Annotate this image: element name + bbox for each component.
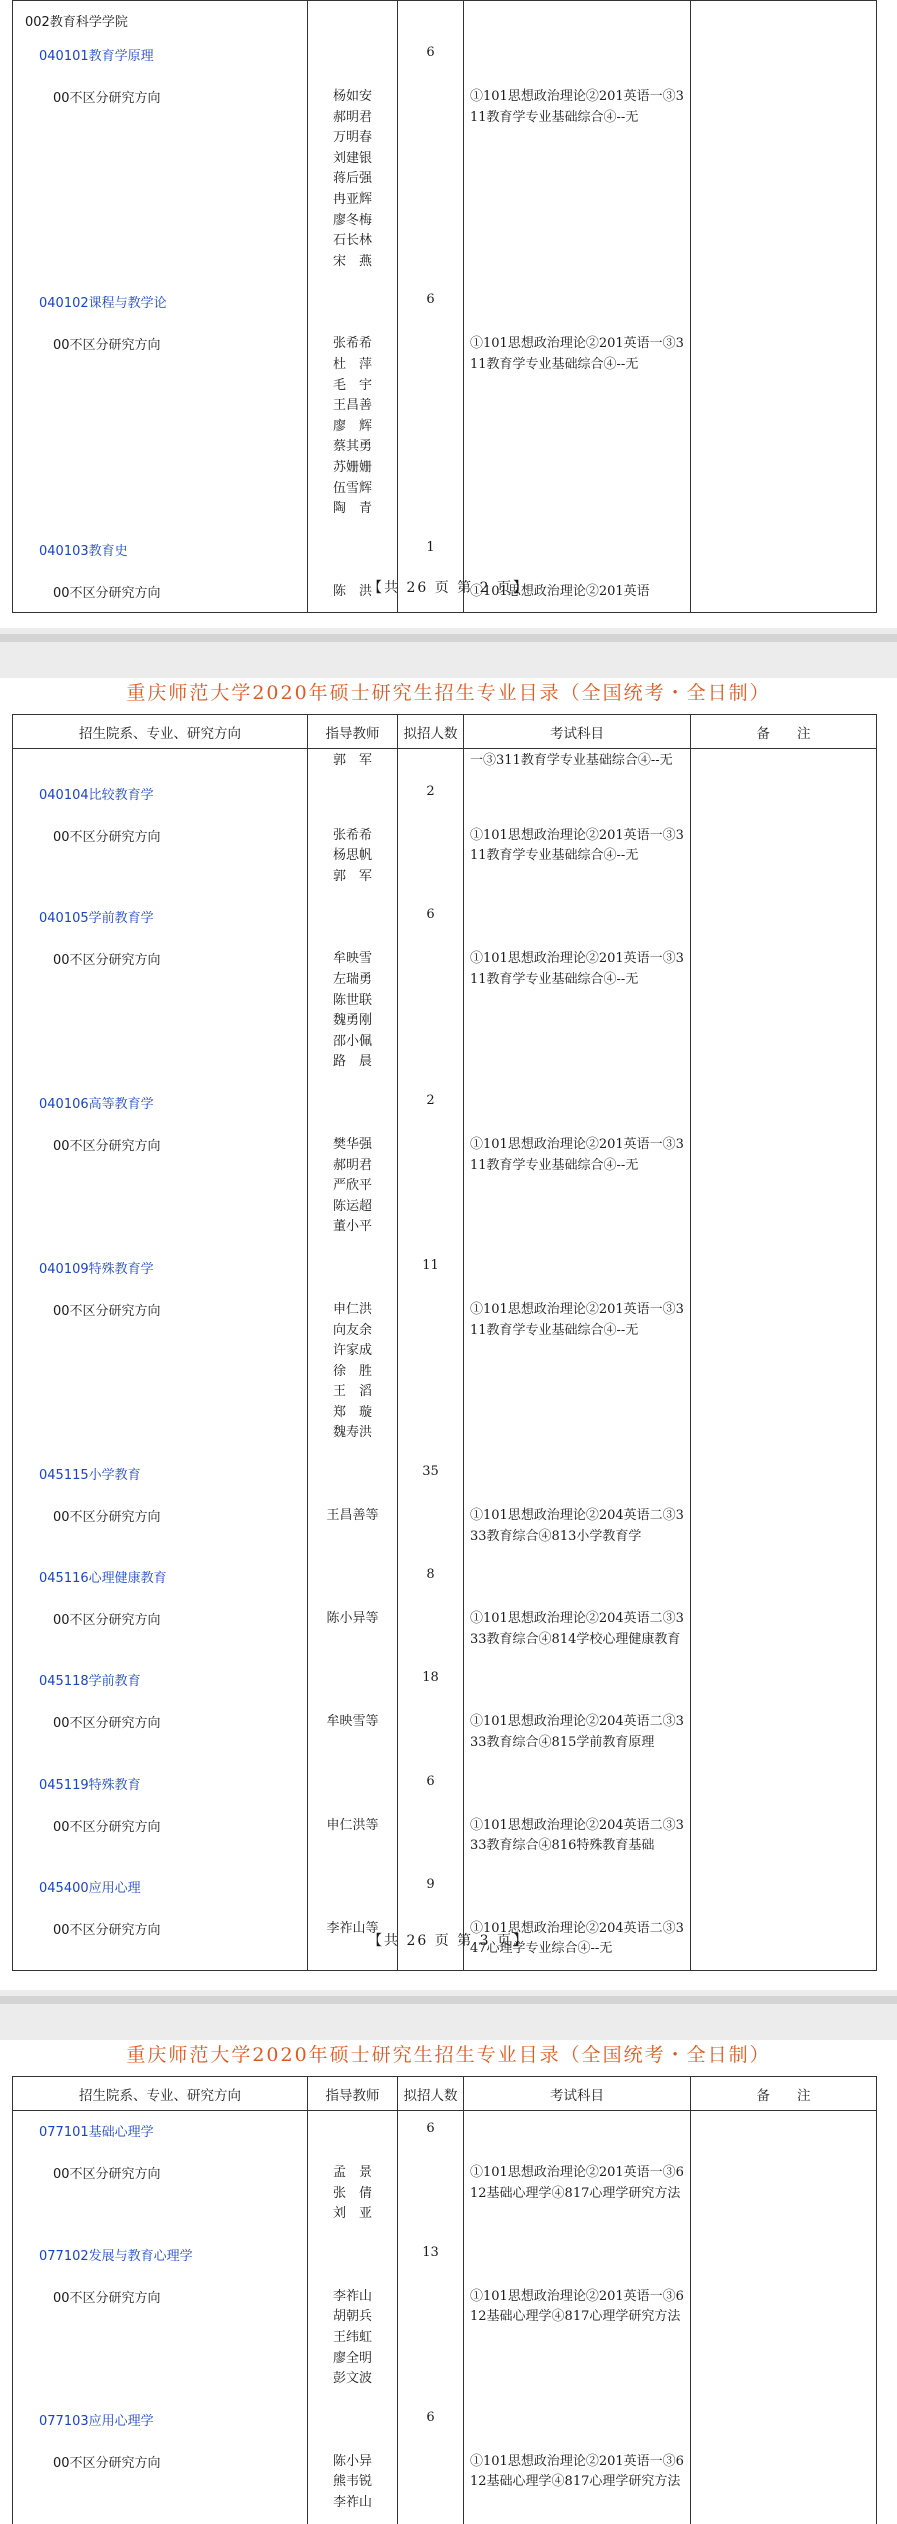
advisor-name: 王 滔 <box>332 1384 372 1400</box>
advisor-name: 樊华强 <box>332 1136 372 1152</box>
advisor-name: 石长林 <box>332 233 372 249</box>
direction-row <box>13 1806 877 1867</box>
research-direction: 00不区分研究方向 <box>13 1290 308 1454</box>
header-quota: 拟招人数 <box>398 2077 464 2111</box>
advisor-name: 邵小佩 <box>332 1033 372 1049</box>
major-row <box>13 2111 877 2154</box>
advisor-name: 王纬虹 <box>332 2329 372 2345</box>
advisor-list <box>308 1702 398 1763</box>
major-row <box>13 2400 877 2442</box>
quota-value: 6 <box>398 2400 464 2442</box>
header-quota: 拟招人数 <box>398 715 464 749</box>
advisor-name: 陈小异等 <box>326 1611 379 1627</box>
direction-row <box>13 816 877 898</box>
research-direction: 00不区分研究方向 <box>13 324 308 529</box>
header-department: 招生院系、专业、研究方向 <box>13 2077 308 2111</box>
quota-value: 6 <box>398 897 464 939</box>
advisor-name: 陈世联 <box>332 992 372 1008</box>
research-direction: 00不区分研究方向 <box>13 1702 308 1763</box>
quota-value: 18 <box>398 1660 464 1702</box>
quota-value: 1 <box>398 530 464 572</box>
advisor-name: 伍雪辉 <box>332 480 372 496</box>
research-direction: 00不区分研究方向 <box>13 2442 308 2524</box>
advisor-name: 郭 军 <box>332 868 372 884</box>
page-title: 重庆师范大学2020年硕士研究生招生专业目录（全国统考・全日制） <box>126 2044 771 2066</box>
major-row <box>13 1454 877 1496</box>
advisor-name: 胡朝兵 <box>332 2309 372 2325</box>
advisor-name: 路 晨 <box>332 1054 372 1070</box>
exam-subjects: ①101思想政治理论②201英语一③612基础心理学④817心理学研究方法 <box>464 2153 691 2235</box>
research-direction: 00不区分研究方向 <box>13 2153 308 2235</box>
quota-value: 8 <box>398 1557 464 1599</box>
advisor-name: 李祚山 <box>332 2494 372 2510</box>
exam-subjects: ①101思想政治理论②201英语一③311教育学专业基础综合④--无 <box>464 1125 691 1248</box>
major-row <box>13 1248 877 1290</box>
advisor-name: 张希希 <box>332 336 372 352</box>
direction-row <box>13 324 877 529</box>
exam-subjects: ①101思想政治理论②201英语一③311教育学专业基础综合④--无 <box>464 324 691 529</box>
quota-value: 13 <box>398 2235 464 2277</box>
direction-row <box>13 1496 877 1557</box>
header-advisors: 指导教师 <box>308 2077 398 2111</box>
major-link[interactable]: 045116心理健康教育 <box>13 1557 308 1599</box>
direction-row <box>13 2153 877 2235</box>
advisor-list <box>308 749 398 774</box>
major-link[interactable]: 077101基础心理学 <box>13 2111 308 2154</box>
advisor-name: 毛 宇 <box>332 377 372 393</box>
advisor-name: 宋 燕 <box>332 253 372 269</box>
advisor-name: 张希希 <box>332 827 372 843</box>
exam-subjects: ①101思想政治理论②201英语一③612基础心理学④817心理学研究方法 <box>464 2442 691 2524</box>
advisor-name: 刘建银 <box>332 150 372 166</box>
page-2 <box>0 0 897 630</box>
advisor-name: 严欣平 <box>332 1178 372 1194</box>
advisor-name: 许家成 <box>332 1343 372 1359</box>
advisor-name: 魏寿洪 <box>332 1425 372 1441</box>
advisor-name: 郭 军 <box>332 753 372 768</box>
research-direction: 00不区分研究方向 <box>13 1806 308 1867</box>
major-link[interactable]: 040103教育史 <box>13 530 308 572</box>
direction-row <box>13 1125 877 1248</box>
exam-subjects: ①101思想政治理论②204英语二③333教育综合④816特殊教育基础 <box>464 1806 691 1867</box>
page-3 <box>0 678 897 1990</box>
major-link[interactable]: 040101教育学原理 <box>13 35 308 77</box>
advisor-name: 廖全明 <box>332 2350 372 2366</box>
header-department: 招生院系、专业、研究方向 <box>13 715 308 749</box>
program-table-page-3 <box>12 714 877 1971</box>
advisor-name: 冉亚辉 <box>332 191 372 207</box>
advisor-name: 董小平 <box>332 1219 372 1235</box>
research-direction: 00不区分研究方向 <box>13 1125 308 1248</box>
header-remarks: 备 注 <box>691 2077 877 2111</box>
advisor-name: 申仁洪等 <box>326 1817 379 1833</box>
advisor-name: 刘 亚 <box>332 2206 372 2222</box>
advisor-name: 牟映雪 <box>332 951 372 967</box>
major-link[interactable]: 040104比较教育学 <box>13 774 308 816</box>
advisor-list <box>308 2442 398 2524</box>
exam-subjects: 一③311教育学专业基础综合④--无 <box>464 749 691 774</box>
research-direction: 00不区分研究方向 <box>13 939 308 1083</box>
advisor-name: 蔡其勇 <box>332 439 372 455</box>
header-exam-subjects: 考试科目 <box>464 715 691 749</box>
header-remarks: 备 注 <box>691 715 877 749</box>
exam-subjects: ①101思想政治理论②201英语一③311教育学专业基础综合④--无 <box>464 816 691 898</box>
advisor-name: 左瑞勇 <box>332 971 372 987</box>
advisor-name: 牟映雪等 <box>326 1714 379 1730</box>
advisor-name: 徐 胜 <box>332 1363 372 1379</box>
major-row <box>13 1557 877 1599</box>
page-footer: 【共 26 页 第 3 页】 <box>368 1933 529 1949</box>
advisor-name: 廖 辉 <box>332 418 372 434</box>
major-link[interactable]: 045115小学教育 <box>13 1454 308 1496</box>
advisor-name: 陈小异 <box>332 2453 372 2469</box>
major-row <box>13 282 877 324</box>
college-name: 002教育科学学院 <box>13 1 308 36</box>
major-link[interactable]: 045400应用心理 <box>13 1867 308 1909</box>
advisor-list <box>308 1496 398 1557</box>
exam-subjects: ①101思想政治理论②204英语二③347心理学专业综合④--无 <box>464 1909 691 1971</box>
quota-value: 6 <box>398 2111 464 2154</box>
advisor-name: 李祚山等 <box>326 1920 379 1936</box>
major-link[interactable]: 040109特殊教育学 <box>13 1248 308 1290</box>
exam-subjects: ①101思想政治理论②204英语二③333教育综合④815学前教育原理 <box>464 1702 691 1763</box>
continued-row <box>13 749 877 774</box>
advisor-name: 孟 景 <box>332 2165 372 2180</box>
exam-subjects: ①101思想政治理论②201英语一③311教育学专业基础综合④--无 <box>464 939 691 1083</box>
quota-value: 6 <box>398 282 464 324</box>
advisor-list <box>308 1290 398 1454</box>
advisor-name: 彭文波 <box>332 2371 372 2387</box>
quota-value: 6 <box>398 1764 464 1806</box>
major-row <box>13 1867 877 1909</box>
advisor-name: 杨思帆 <box>332 848 372 864</box>
advisor-name: 苏姗姗 <box>332 459 372 475</box>
research-direction: 00不区分研究方向 <box>13 77 308 282</box>
major-row <box>13 35 877 77</box>
advisor-list <box>308 1806 398 1867</box>
quota-value: 2 <box>398 1083 464 1125</box>
advisor-name: 王昌善等 <box>326 1508 379 1524</box>
major-link[interactable]: 045118学前教育 <box>13 1660 308 1702</box>
advisor-name: 陈 洪 <box>332 583 372 599</box>
advisor-name: 郑 璇 <box>332 1404 372 1420</box>
advisor-name: 熊韦锐 <box>332 2474 372 2490</box>
advisor-name: 魏勇刚 <box>332 1013 372 1029</box>
advisor-list <box>308 939 398 1083</box>
advisor-name: 郝明君 <box>332 1157 372 1173</box>
page-gap <box>0 628 897 678</box>
research-direction: 00不区分研究方向 <box>13 2277 308 2400</box>
advisor-list <box>308 1125 398 1248</box>
advisor-list <box>308 2277 398 2400</box>
quota-value: 35 <box>398 1454 464 1496</box>
direction-row <box>13 2277 877 2400</box>
major-row <box>13 2235 877 2277</box>
major-link[interactable]: 077102发展与教育心理学 <box>13 2235 308 2277</box>
advisor-name: 李祚山 <box>332 2288 372 2304</box>
advisor-name: 王昌善 <box>332 398 372 414</box>
advisor-name: 廖冬梅 <box>332 212 372 228</box>
major-link[interactable]: 045119特殊教育 <box>13 1764 308 1806</box>
advisor-name: 蒋后强 <box>332 171 372 187</box>
header-advisors: 指导教师 <box>308 715 398 749</box>
advisor-list <box>308 77 398 282</box>
major-link[interactable]: 040106高等教育学 <box>13 1083 308 1125</box>
advisor-name: 陈运超 <box>332 1198 372 1214</box>
advisor-name: 张 倩 <box>332 2185 372 2201</box>
direction-row <box>13 77 877 282</box>
major-row <box>13 774 877 816</box>
quota-value: 11 <box>398 1248 464 1290</box>
research-direction: 00不区分研究方向 <box>13 1496 308 1557</box>
direction-row <box>13 1290 877 1454</box>
advisor-list <box>308 324 398 529</box>
program-table-page-4 <box>12 2076 877 2524</box>
major-row <box>13 1660 877 1702</box>
major-link[interactable]: 077103应用心理学 <box>13 2400 308 2442</box>
research-direction: 00不区分研究方向 <box>13 1909 308 1971</box>
quota-value: 6 <box>398 35 464 77</box>
exam-subjects: ①101思想政治理论②201英语一③612基础心理学④817心理学研究方法 <box>464 2277 691 2400</box>
advisor-name: 郝明君 <box>332 109 372 125</box>
advisor-name: 杜 萍 <box>332 356 372 372</box>
header-exam-subjects: 考试科目 <box>464 2077 691 2111</box>
advisor-name: 申仁洪 <box>332 1301 372 1317</box>
exam-subjects: ①101思想政治理论②201英语一③311教育学专业基础综合④--无 <box>464 77 691 282</box>
direction-row <box>13 939 877 1083</box>
research-direction: 00不区分研究方向 <box>13 816 308 898</box>
major-row <box>13 897 877 939</box>
page-footer: 【共 26 页 第 2 页】 <box>368 580 529 596</box>
exam-subjects: ①101思想政治理论②204英语二③333教育综合④814学校心理健康教育 <box>464 1599 691 1660</box>
quota-value: 9 <box>398 1867 464 1909</box>
advisor-list <box>308 816 398 898</box>
exam-subjects: ①101思想政治理论②204英语二③333教育综合④813小学教育学 <box>464 1496 691 1557</box>
exam-subjects: ①101思想政治理论②201英语一③311教育学专业基础综合④--无 <box>464 1290 691 1454</box>
advisor-list <box>308 2153 398 2235</box>
advisor-name: 万明春 <box>332 130 372 146</box>
major-row <box>13 1764 877 1806</box>
major-link[interactable]: 040102课程与教学论 <box>13 282 308 324</box>
advisor-list <box>308 1599 398 1660</box>
direction-row <box>13 2442 877 2524</box>
page-gap <box>0 1990 897 2040</box>
advisor-name: 杨如安 <box>332 89 372 104</box>
advisor-name: 向友余 <box>332 1322 372 1338</box>
major-row <box>13 1083 877 1125</box>
page-4 <box>0 2040 897 2510</box>
major-link[interactable]: 040105学前教育学 <box>13 897 308 939</box>
research-direction: 00不区分研究方向 <box>13 572 308 613</box>
advisor-name: 陶 青 <box>332 501 372 517</box>
research-direction: 00不区分研究方向 <box>13 1599 308 1660</box>
page-title: 重庆师范大学2020年硕士研究生招生专业目录（全国统考・全日制） <box>126 682 771 704</box>
program-table-page-2 <box>12 0 877 613</box>
quota-value: 2 <box>398 774 464 816</box>
major-row <box>13 530 877 572</box>
direction-row <box>13 1599 877 1660</box>
direction-row <box>13 1702 877 1763</box>
exam-subjects: ①101思想政治理论②201英语 <box>464 572 691 613</box>
